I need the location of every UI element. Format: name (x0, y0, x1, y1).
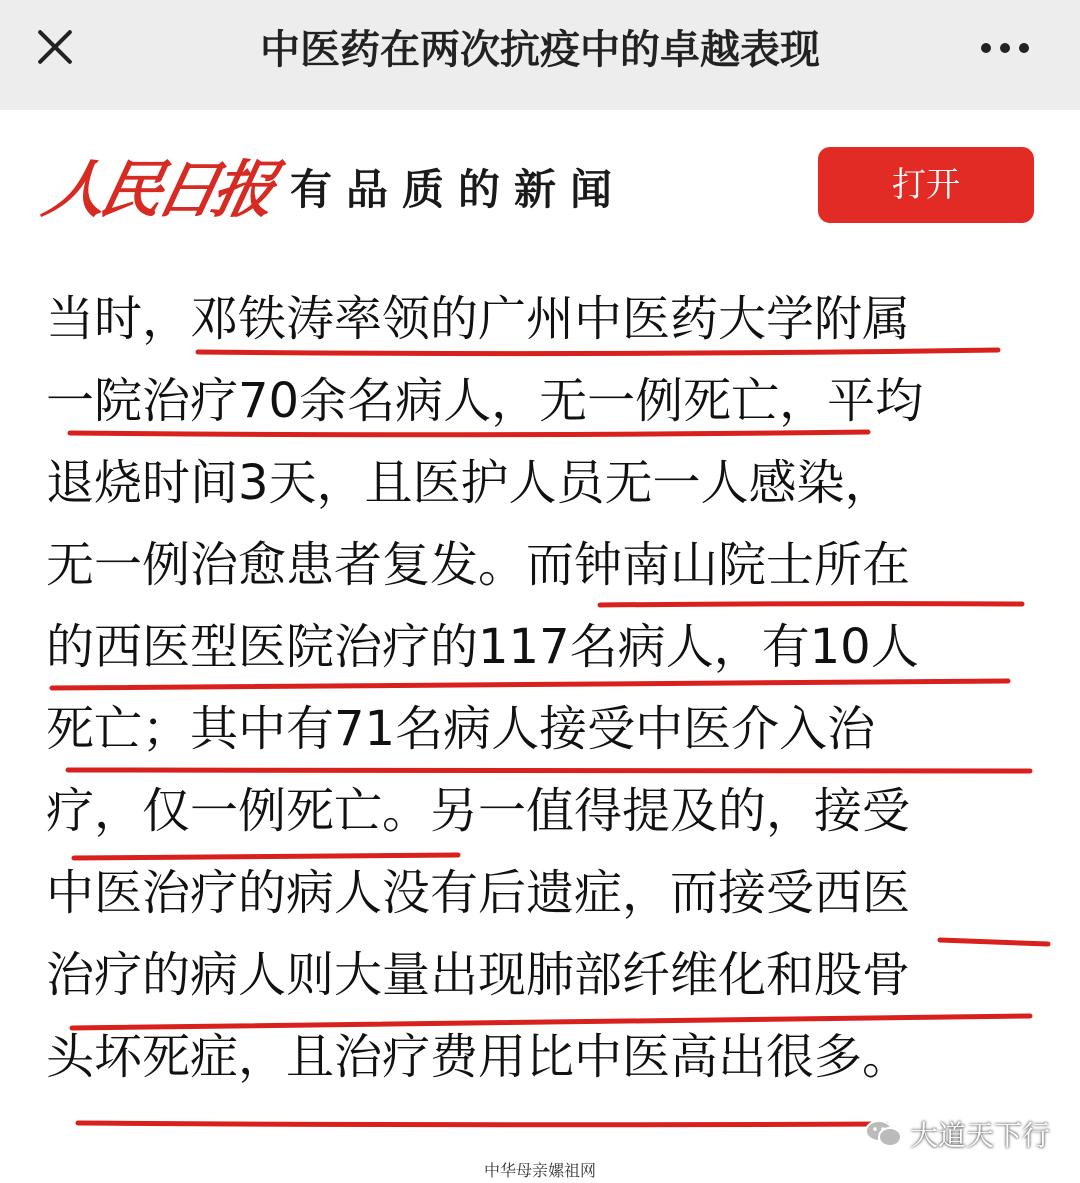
article-line: 治疗的病人则大量出现肺部纤维化和股骨 (46, 947, 911, 1003)
open-app-button[interactable]: 打开 (818, 147, 1034, 223)
page-title: 中医药在两次抗疫中的卓越表现 (260, 27, 820, 73)
article-line: 头坏死症，且治疗费用比中医高出很多。 (46, 1029, 911, 1085)
more-dots-icon[interactable] (975, 30, 1035, 66)
article-line: 当时，邓铁涛率领的广州中医药大学附属 (46, 291, 911, 347)
article-line: 疗，仅一例死亡。另一值得提及的，接受 (46, 783, 911, 839)
article-line: 的西医型医院治疗的117名病人，有10人 (46, 619, 919, 675)
article-line: 中医治疗的病人没有后遗症，而接受西医 (46, 865, 911, 921)
article-line: 一院治疗70余名病人，无一例死亡，平均 (46, 373, 924, 429)
article-line: 死亡；其中有71名病人接受中医介入治 (46, 701, 876, 757)
source-caption: 中华母亲嫘祖网 (483, 1161, 596, 1180)
title-bar (0, 0, 1080, 110)
article-line: 无一例治愈患者复发。而钟南山院士所在 (46, 537, 911, 593)
app-banner (0, 110, 1080, 260)
close-icon[interactable] (30, 22, 80, 72)
article-line: 退烧时间3天，且医护人员无一人感染， (46, 455, 893, 511)
banner-slogan: 有品质的新闻 (290, 165, 627, 214)
account-watermark (864, 1114, 1050, 1154)
underline-stroke (78, 1123, 886, 1125)
article-body (46, 278, 1036, 1098)
newspaper-logo: 人民日报 (37, 153, 277, 226)
wechat-icon (864, 1118, 904, 1150)
account-name: 大道天下行 (910, 1119, 1051, 1152)
